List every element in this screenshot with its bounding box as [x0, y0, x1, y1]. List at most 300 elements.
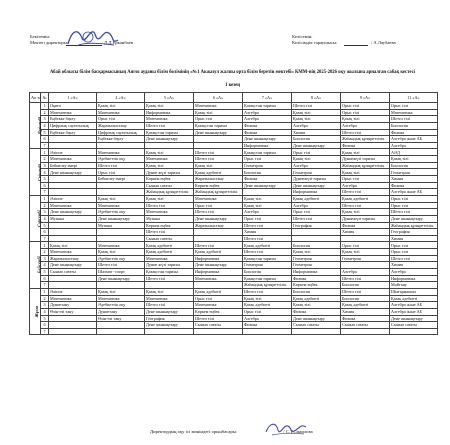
lesson-cell: Қазақ тілі: [145, 195, 194, 202]
lesson-cell: Жаратылыстану: [194, 176, 243, 183]
lesson-number: 4: [41, 169, 49, 176]
lesson-cell: Алгебра: [292, 122, 341, 129]
lesson-cell: Физика: [243, 122, 292, 129]
day-name: Жұма: [34, 305, 40, 318]
lesson-cell: Химия: [243, 229, 292, 236]
lesson-cell: Алгебра: [243, 209, 292, 216]
lesson-cell: Жаратылыстану: [49, 255, 97, 262]
lesson-cell: Математика: [194, 195, 243, 202]
lesson-cell: Шетел тілі: [194, 209, 243, 216]
lesson-number: 3: [41, 209, 49, 216]
lesson-cell: Өзін-өзі тану: [49, 308, 97, 315]
table-row: [30, 195, 438, 202]
table-row: [30, 189, 438, 196]
schedule-subtitle: 1 кезең: [225, 83, 240, 88]
lesson-cell: Әліппе: [49, 149, 97, 156]
lesson-cell: Оқиға: [49, 103, 97, 110]
lesson-cell: Орыс тілі: [97, 116, 145, 123]
lesson-number: 1: [41, 195, 49, 202]
column-header-class: 7 «А»: [243, 93, 292, 103]
table-row: [30, 182, 438, 189]
lesson-cell: Шетел тілі: [341, 275, 390, 282]
lesson-cell: Дене шынықтыру: [390, 315, 438, 322]
lesson-number: 7: [41, 282, 49, 289]
lesson-cell: Шетел тілі: [243, 288, 292, 295]
lesson-cell: Орыс тілі: [243, 156, 292, 163]
day-label: [30, 103, 41, 149]
day-name: Сәрсенбі: [36, 210, 42, 228]
table-row: [30, 288, 438, 295]
lesson-cell: [49, 322, 97, 329]
lesson-cell: Дүние жүзі тарихы: [145, 262, 194, 269]
lesson-cell: Қазақстан тарихы: [243, 255, 292, 262]
lesson-cell: [341, 262, 390, 269]
lesson-cell: Қазақ тілі: [97, 249, 145, 256]
lesson-cell: Музыка: [97, 222, 145, 229]
lesson-cell: Қазақстан тарихы: [243, 275, 292, 282]
table-row: [30, 202, 438, 209]
lesson-cell: Цифрлық сауаттылық: [97, 129, 145, 136]
lesson-cell: Биология: [243, 269, 292, 276]
lesson-cell: Шетел тілі: [194, 315, 243, 322]
director-signature-icon: [62, 24, 126, 52]
lesson-cell: Қазақ әдебиеті: [390, 295, 438, 302]
lesson-cell: Дене шынықтыру: [49, 262, 97, 269]
lesson-cell: Химия: [341, 308, 390, 315]
lesson-cell: [97, 328, 145, 335]
director-name: Д.Д.Ерканбаев: [104, 40, 133, 45]
lesson-cell: Дүниетану: [97, 308, 145, 315]
lesson-cell: Қазақ тілі: [341, 149, 390, 156]
lesson-cell: Физика: [292, 275, 341, 282]
lesson-cell: Геометрия: [243, 162, 292, 169]
lesson-cell: Биология: [341, 282, 390, 289]
lesson-cell: Қазақ әдебиеті: [194, 249, 243, 256]
lesson-cell: Сынып сағаты: [390, 322, 438, 329]
lesson-cell: Математика: [194, 302, 243, 309]
lesson-cell: Қазақ әдебиеті: [194, 288, 243, 295]
lesson-cell: [292, 235, 341, 242]
lesson-cell: Дене шынықтыру: [292, 142, 341, 149]
lesson-cell: Дене шынықтыру: [49, 209, 97, 216]
lesson-cell: Жаһандық құзыреттілік: [194, 189, 243, 196]
lesson-cell: Қазақ әдебиеті: [292, 195, 341, 202]
lesson-cell: Қазақ әдебиеті: [292, 295, 341, 302]
schedule-table: [29, 92, 438, 335]
lesson-cell: Музыка: [49, 215, 97, 222]
lesson-cell: Геометрия: [341, 255, 390, 262]
column-header-class: 11 «А»: [390, 93, 438, 103]
lesson-number: 4: [41, 122, 49, 129]
lesson-cell: Орыс тілі: [97, 169, 145, 176]
lesson-cell: Алгебра: [341, 182, 390, 189]
lesson-cell: Әліппе: [49, 195, 97, 202]
lesson-cell: Алгебра: [243, 315, 292, 322]
lesson-cell: Физика: [243, 176, 292, 183]
lesson-number: 3: [41, 302, 49, 309]
lesson-number: 7: [41, 235, 49, 242]
lesson-cell: Қазақ тілі: [145, 149, 194, 156]
lesson-cell: Музыка: [145, 215, 194, 222]
lesson-cell: Дүниежүзі тарихы: [341, 215, 390, 222]
lesson-cell: Шетел тілі: [194, 156, 243, 163]
lesson-cell: Әдебиеттік оқу: [97, 156, 145, 163]
column-header-class: 6 «А»: [194, 93, 243, 103]
agree-label: Келісемін:: [292, 34, 313, 39]
lesson-cell: Математика: [49, 295, 97, 302]
lesson-cell: Информатика: [390, 275, 438, 282]
column-header-class: 8 «А»: [292, 93, 341, 103]
column-header-class: 1 «А»: [49, 93, 97, 103]
lesson-cell: Жаһандық құзыреттілік: [145, 189, 194, 196]
lesson-cell: Қазақ тілі: [341, 169, 390, 176]
lesson-cell: [292, 328, 341, 335]
lesson-cell: Сынып сағаты: [49, 269, 97, 276]
table-row: [30, 162, 438, 169]
lesson-cell: Информатика: [145, 109, 194, 116]
lesson-cell: Алгебра: [341, 122, 390, 129]
lesson-cell: Математика: [97, 202, 145, 209]
lesson-cell: [194, 235, 243, 242]
lesson-cell: Қазақ әдебиеті: [341, 195, 390, 202]
lesson-cell: Жаратылыстану: [194, 222, 243, 229]
lesson-cell: Еңбекке баулу: [49, 116, 97, 123]
table-row: [30, 215, 438, 222]
lesson-cell: [341, 235, 390, 242]
lesson-cell: Геометрия: [390, 169, 438, 176]
lesson-number: 6: [41, 229, 49, 236]
table-row: [30, 255, 438, 262]
lesson-number: 1: [41, 242, 49, 249]
lesson-cell: Дене шынықтыру: [194, 262, 243, 269]
lesson-cell: [292, 229, 341, 236]
schedule-body: [30, 103, 438, 335]
lesson-cell: Алгебра және АБ: [390, 136, 438, 143]
lesson-cell: Бейнелеу өнері: [49, 162, 97, 169]
lesson-cell: Орыс тілі: [341, 109, 390, 116]
lesson-cell: Қазақ әдебиеті: [145, 242, 194, 249]
lesson-cell: Физика: [341, 142, 390, 149]
lesson-number: 5: [41, 129, 49, 136]
lesson-cell: Шетел тілі: [97, 262, 145, 269]
table-row: [30, 222, 438, 229]
lesson-cell: Қазақ тілі: [145, 103, 194, 110]
lesson-cell: Орыс тілі: [292, 149, 341, 156]
lesson-number: 5: [41, 222, 49, 229]
lesson-cell: Шетел тілі: [341, 202, 390, 209]
lesson-cell: Бейнелеу өнері: [97, 176, 145, 183]
lesson-cell: Орыс тілі: [341, 103, 390, 110]
table-row: [30, 282, 438, 289]
lesson-cell: Қазақ тілі: [390, 156, 438, 163]
lesson-cell: [194, 229, 243, 236]
lesson-cell: Шетел тілі: [145, 229, 194, 236]
lesson-cell: Жаратылыстану: [97, 122, 145, 129]
table-row: [30, 302, 438, 309]
lesson-number: 2: [41, 295, 49, 302]
lesson-cell: АӘД: [390, 149, 438, 156]
lesson-cell: Шетел тілі: [390, 116, 438, 123]
lesson-cell: Еңбекке баулу: [97, 136, 145, 143]
lesson-cell: География: [292, 222, 341, 229]
lesson-cell: [97, 282, 145, 289]
lesson-cell: Дүние жүзі тарихы: [145, 169, 194, 176]
table-row: [30, 315, 438, 322]
lesson-cell: Орыс тілі: [341, 176, 390, 183]
lesson-cell: Қазақ тілі: [341, 209, 390, 216]
column-header-class: 5 «А»: [145, 93, 194, 103]
lesson-cell: [49, 328, 97, 335]
table-row: [30, 295, 438, 302]
lesson-cell: [243, 328, 292, 335]
column-header-day: Ап та: [30, 93, 41, 103]
lesson-cell: Алгебра: [390, 142, 438, 149]
lesson-cell: Қазақ тілі: [49, 242, 97, 249]
lesson-cell: Шетел тілі: [243, 249, 292, 256]
lesson-cell: Қазақстан тарихы: [194, 122, 243, 129]
table-row: [30, 129, 438, 136]
lesson-number: 3: [41, 255, 49, 262]
lesson-number: 1: [41, 103, 49, 110]
deputy-role: Директордың оқу ісі жөніндегі орынбасары:: [150, 429, 237, 434]
lesson-cell: Алгебра: [243, 116, 292, 123]
lesson-cell: Орыс тілі: [194, 202, 243, 209]
table-row: [30, 308, 438, 315]
table-row: [30, 136, 438, 143]
lesson-cell: Жаһандық құзыреттілік: [341, 162, 390, 169]
lesson-cell: [97, 142, 145, 149]
lesson-cell: Қазақ тілі: [292, 249, 341, 256]
lesson-cell: Қазақ тілі: [243, 202, 292, 209]
lesson-cell: Жаһандық құзыреттілік: [341, 136, 390, 143]
lesson-cell: Дене шынықтыру: [194, 129, 243, 136]
lesson-cell: Шетел тілі: [341, 288, 390, 295]
lesson-cell: Шетел тілі: [341, 129, 390, 136]
table-row: [30, 156, 438, 163]
lesson-cell: Дене шынықтыру: [243, 182, 292, 189]
lesson-cell: Физика: [292, 308, 341, 315]
lesson-cell: Қазақстан тарихы: [145, 129, 194, 136]
lesson-number: 7: [41, 328, 49, 335]
lesson-cell: Шетел тілі: [145, 202, 194, 209]
table-row: [30, 176, 438, 183]
lesson-cell: Физика: [390, 129, 438, 136]
table-row: [30, 229, 438, 236]
lesson-cell: [341, 328, 390, 335]
table-row: [30, 235, 438, 242]
lesson-cell: Қазақстан тарихы: [243, 103, 292, 110]
column-header-number: №: [41, 93, 49, 103]
lesson-cell: Қазақ әдебиеті: [341, 302, 390, 309]
lesson-cell: Физика: [243, 322, 292, 329]
lesson-number: 4: [41, 215, 49, 222]
lesson-cell: Биология: [292, 136, 341, 143]
lesson-cell: [194, 136, 243, 143]
lesson-number: 2: [41, 249, 49, 256]
lesson-number: 2: [41, 109, 49, 116]
lesson-cell: Сынып сағаты: [194, 322, 243, 329]
lesson-cell: Химия: [341, 229, 390, 236]
lesson-cell: Дене шынықтыру: [49, 169, 97, 176]
lesson-cell: Шетел тілі: [145, 302, 194, 309]
lesson-number: 6: [41, 322, 49, 329]
lesson-cell: Көркем еңбек: [194, 182, 243, 189]
lesson-cell: Еңбекке баулу: [49, 129, 97, 136]
lesson-cell: Шетел тілі: [194, 149, 243, 156]
lesson-cell: Қазақ тілі: [194, 109, 243, 116]
lesson-cell: Дүниежүзі тарихы: [292, 176, 341, 183]
lesson-number: 5: [41, 176, 49, 183]
lesson-cell: Алгебра және АБ: [390, 189, 438, 196]
lesson-number: 3: [41, 162, 49, 169]
lesson-cell: [49, 275, 97, 282]
lesson-cell: Физика: [341, 315, 390, 322]
lesson-cell: Химия: [390, 262, 438, 269]
agree-signature-line: [344, 45, 368, 46]
lesson-cell: Қазақ тілі: [194, 162, 243, 169]
lesson-cell: Орыс тілі: [194, 295, 243, 302]
lesson-number: 6: [41, 182, 49, 189]
table-row: [30, 209, 438, 216]
lesson-cell: Цифрлық сауаттылық: [49, 122, 97, 129]
lesson-cell: Математика: [97, 109, 145, 116]
lesson-cell: Шетел тілі: [341, 189, 390, 196]
lesson-cell: Қазақ тілі: [97, 103, 145, 110]
lesson-cell: Математика: [97, 242, 145, 249]
lesson-number: 4: [41, 262, 49, 269]
lesson-cell: Дене шынықтыру: [390, 215, 438, 222]
lesson-cell: Қазақ тілі: [341, 116, 390, 123]
lesson-cell: Биология: [243, 169, 292, 176]
lesson-cell: Қазақ тілі: [243, 195, 292, 202]
lesson-number: 7: [41, 142, 49, 149]
lesson-cell: [49, 182, 97, 189]
lesson-cell: Қазақ әдебиеті: [145, 249, 194, 256]
lesson-number: 2: [41, 156, 49, 163]
lesson-cell: Математика: [49, 249, 97, 256]
lesson-cell: Көркем еңбек: [145, 176, 194, 183]
lesson-cell: [49, 136, 97, 143]
lesson-cell: [97, 235, 145, 242]
lesson-cell: Қазақ тілі: [292, 109, 341, 116]
lesson-cell: Көркем еңбек: [194, 308, 243, 315]
lesson-cell: [97, 322, 145, 329]
lesson-cell: Алгебра: [341, 269, 390, 276]
lesson-cell: Математика: [194, 275, 243, 282]
lesson-number: 1: [41, 149, 49, 156]
lesson-cell: Орыс тілі: [341, 242, 390, 249]
lesson-cell: Биология: [292, 242, 341, 249]
lesson-cell: Алгебра: [292, 202, 341, 209]
lesson-cell: Жаһандық құзыреттілік: [243, 282, 292, 289]
day-name: Бейсенбі: [36, 256, 42, 274]
lesson-number: 6: [41, 275, 49, 282]
table-row: [30, 269, 438, 276]
table-row: [30, 322, 438, 329]
lesson-cell: Қазақстан тарихы: [145, 269, 194, 276]
lesson-cell: Шахмат -спорт: [97, 269, 145, 276]
lesson-cell: Орыс тілі: [292, 209, 341, 216]
lesson-cell: Орыс тілі: [390, 249, 438, 256]
day-label: [30, 242, 41, 288]
lesson-cell: Математика: [49, 109, 97, 116]
lesson-cell: Математика: [49, 156, 97, 163]
table-row: [30, 109, 438, 116]
lesson-cell: Биология: [390, 122, 438, 129]
lesson-cell: Шетел тілі: [292, 215, 341, 222]
lesson-cell: [49, 176, 97, 183]
lesson-cell: Орыс тілі: [390, 103, 438, 110]
lesson-cell: Дене шынықтыру: [97, 215, 145, 222]
lesson-cell: [49, 282, 97, 289]
lesson-cell: Физика: [341, 222, 390, 229]
lesson-cell: Геометрия: [243, 262, 292, 269]
lesson-cell: Қазақ тілі: [292, 156, 341, 163]
lesson-number: 3: [41, 116, 49, 123]
lesson-cell: Мәйтану: [390, 282, 438, 289]
lesson-number: 6: [41, 136, 49, 143]
day-name: Сейсенбі: [36, 163, 42, 181]
lesson-cell: [145, 142, 194, 149]
lesson-number: 7: [41, 189, 49, 196]
lesson-cell: [145, 282, 194, 289]
table-row: [30, 149, 438, 156]
lesson-cell: Көркем еңбек: [145, 222, 194, 229]
lesson-cell: Физика: [243, 129, 292, 136]
approve-label: Бекітемін:: [30, 34, 51, 39]
table-row: [30, 242, 438, 249]
lesson-cell: [49, 222, 97, 229]
director-role: Мектеп директоры:: [30, 40, 69, 45]
lesson-cell: [97, 182, 145, 189]
schedule-title: Абай облысы білім басқармасының Аягөз ауданы білім бөлімінің «№1 Акжазул жалпы орта білім беретін мектебі» КММ-нің 2025-2026 оқу жылына арналған сабақ кестесі: [50, 70, 415, 75]
lesson-cell: Орыс тілі: [390, 242, 438, 249]
lesson-cell: [194, 328, 243, 335]
table-row: [30, 328, 438, 335]
lesson-cell: Математика: [97, 295, 145, 302]
lesson-cell: [49, 189, 97, 196]
lesson-cell: Шетел тілі: [145, 275, 194, 282]
lesson-number: 2: [41, 202, 49, 209]
lesson-cell: [49, 142, 97, 149]
lesson-cell: Әдебиеттік оқу: [97, 209, 145, 216]
lesson-cell: Химия: [390, 176, 438, 183]
lesson-cell: Алгебра: [390, 269, 438, 276]
lesson-cell: [97, 189, 145, 196]
lesson-cell: Көркем еңбек: [292, 282, 341, 289]
lesson-cell: Информатика: [292, 269, 341, 276]
table-row: [30, 122, 438, 129]
lesson-cell: [194, 282, 243, 289]
lesson-cell: Орыс тілі: [243, 308, 292, 315]
lesson-cell: [49, 315, 97, 322]
lesson-cell: География: [390, 229, 438, 236]
lesson-cell: Сынып сағаты: [145, 182, 194, 189]
lesson-cell: Қазақ әдебиеті: [194, 169, 243, 176]
lesson-cell: Қазақ тілі: [145, 162, 194, 169]
lesson-cell: Шетел тілі: [292, 103, 341, 110]
lesson-cell: Қазақстан тарихы: [243, 149, 292, 156]
lesson-cell: Математика: [145, 156, 194, 163]
lesson-cell: Химия: [292, 129, 341, 136]
lesson-cell: Қазақ тілі: [97, 288, 145, 295]
lesson-cell: Шетел тілі: [145, 122, 194, 129]
lesson-cell: Геометрия: [292, 262, 341, 269]
lesson-cell: Геометрия: [292, 255, 341, 262]
lesson-cell: Сынып сағаты: [341, 322, 390, 329]
lesson-cell: Информатика: [292, 189, 341, 196]
day-label: [30, 288, 41, 334]
